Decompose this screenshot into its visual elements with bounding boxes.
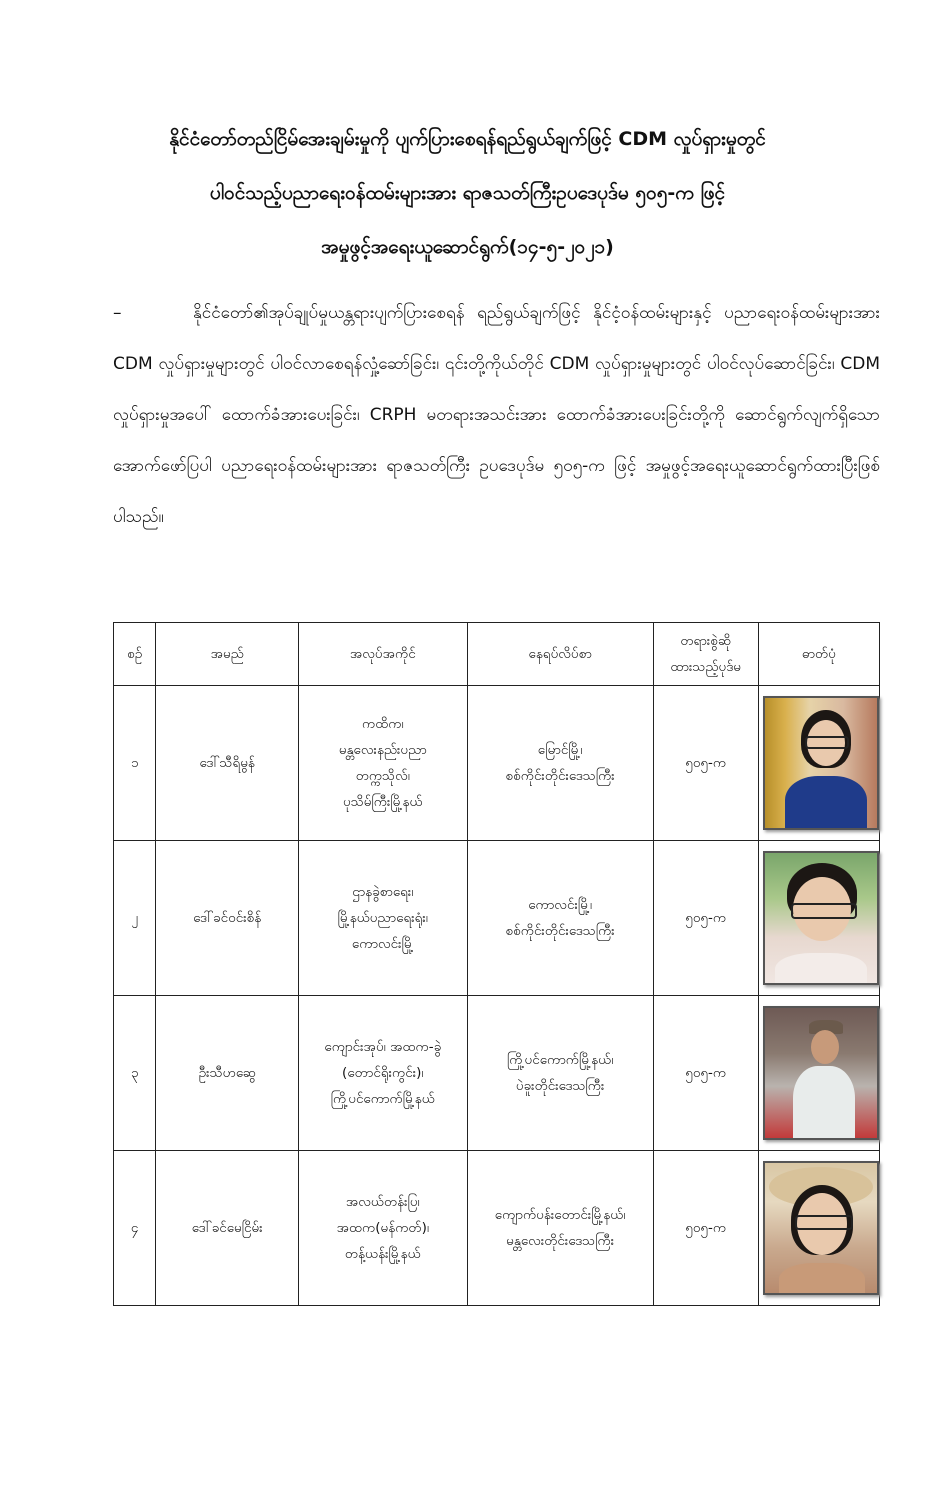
header-section (653, 623, 758, 686)
table-row (114, 841, 880, 996)
title-line-3: အမှုဖွင့်အရေးယူဆောင်ရွက်(၁၄-၅-၂ဝ၂၁) (321, 236, 614, 258)
row-job-line: ပုသိမ်ကြီးမြို့နယ် (343, 794, 423, 810)
row-job (298, 1151, 467, 1306)
row-name: ဦးသီဟဆွေ (156, 996, 298, 1151)
header-section-line-2: ထားသည့်ပုဒ်မ (670, 659, 741, 675)
row-address-line: ပဲခူးတိုင်းဒေသကြီး (515, 1078, 605, 1094)
row-address (467, 996, 653, 1151)
portrait-photo (763, 1161, 879, 1295)
row-photo-cell (758, 841, 879, 996)
row-address-line: ကြို့ပင်ကောက်မြို့နယ်၊ (506, 1052, 614, 1068)
portrait-photo (763, 851, 879, 985)
row-address-line: ကောလင်းမြို့၊ (528, 897, 593, 913)
row-section: ၅ဝ၅-က (653, 841, 758, 996)
row-no: ၄ (114, 1151, 156, 1306)
row-photo-cell (758, 686, 879, 841)
row-job-line: တက္ကသိုလ်၊ (355, 768, 410, 784)
header-job: အလုပ်အကိုင် (298, 623, 467, 686)
table-header-row (114, 623, 880, 686)
row-job (298, 686, 467, 841)
row-job-line: ကထိက၊ (361, 716, 404, 732)
header-section-line-1: တရားစွဲဆို (680, 633, 731, 649)
header-photo: ဓာတ်ပုံ (758, 623, 879, 686)
row-job-line: ကျောင်းအုပ်၊ အထက-ခွဲ (324, 1039, 442, 1055)
row-no: ၃ (114, 996, 156, 1151)
intro-dash: – (113, 303, 122, 323)
row-job-line: အလယ်တန်းပြ၊ (345, 1194, 420, 1210)
row-no: ၂ (114, 841, 156, 996)
row-section: ၅ဝ၅-က (653, 996, 758, 1151)
row-name: ဒေါ်သီရိမွန် (156, 686, 298, 841)
intro-text: နိုင်ငံတော်၏အုပ်ချုပ်မှုယန္တရားပျက်ပြားစေရန် ရည်ရွယ်ချက်ဖြင့် နိုင်ငံ့ဝန်ထမ်းများနှင့် ပညာရေးဝန်ထမ်းများအား CDM လှုပ်ရှားမှုများတွင် ပါဝင်လာစေရန်လှုံ့ဆော်ခြင်း၊ ၎င်းတို့ကိုယ်တိုင် CDM လှုပ်ရှားမှုများတွင် ပါဝင်လုပ်ဆောင်ခြင်း၊ CDM လှုပ်ရှားမှုအပေါ် ထောက်ခံအားပေးခြင်း၊ CRPH မတရားအသင်းအား ထောက်ခံအားပေးခြင်းတို့ကို ဆောင်ရွက်လျက်ရှိသော အောက်ဖော်ပြပါ ပညာရေးဝန်ထမ်းများအား ရာဇသတ်ကြီး ဥပဒေပုဒ်မ ၅ဝ၅-က ဖြင့် အမှုဖွင့်အရေးယူဆောင်ရွက်ထားပြီးဖြစ်ပါသည်။ (113, 303, 880, 527)
row-name: ဒေါ်ခင်ဝင်းစိန် (156, 841, 298, 996)
row-address-line: ကျောက်ပန်းတောင်းမြို့နယ်၊ (494, 1207, 626, 1223)
row-job-line: ဌာနခွဲစာရေး၊ (352, 884, 414, 900)
row-job-line: ကြို့ပင်ကောက်မြို့နယ် (330, 1091, 435, 1107)
row-job (298, 996, 467, 1151)
header-no: စဉ် (114, 623, 156, 686)
row-section: ၅ဝ၅-က (653, 1151, 758, 1306)
table-row (114, 686, 880, 841)
row-name: ဒေါ်ခင်မေငြိမ်း (156, 1151, 298, 1306)
header-address: နေရပ်လိပ်စာ (467, 623, 653, 686)
portrait-photo (763, 1006, 879, 1140)
row-no: ၁ (114, 686, 156, 841)
row-section: ၅ဝ၅-က (653, 686, 758, 841)
title-line-1: နိုင်ငံတော်တည်ငြိမ်အေးချမ်းမှုကို ပျက်ပြားစေရန်ရည်ရွယ်ချက်ဖြင့် CDM လှုပ်ရှားမှုတွင် (169, 128, 766, 150)
title-line-2: ပါဝင်သည့်ပညာရေးဝန်ထမ်းများအား ရာဇသတ်ကြီးဥပဒေပုဒ်မ ၅ဝ၅-က ဖြင့် (209, 182, 726, 204)
table-row (114, 996, 880, 1151)
row-job-line: တန့်ယန်းမြို့နယ် (344, 1246, 421, 1262)
row-address (467, 1151, 653, 1306)
row-address (467, 686, 653, 841)
accused-staff-table (113, 622, 880, 1306)
row-job-line: (တောင်ရိုးကွင်း)၊ (342, 1065, 424, 1081)
row-address (467, 841, 653, 996)
row-photo-cell (758, 1151, 879, 1306)
portrait-photo (763, 696, 879, 830)
row-address-line: စစ်ကိုင်းတိုင်းဒေသကြီး (505, 923, 615, 939)
header-name: အမည် (156, 623, 298, 686)
row-job (298, 841, 467, 996)
intro-paragraph (113, 288, 880, 543)
row-address-line: မြောင်မြို့၊ (537, 742, 583, 758)
document-title (60, 112, 875, 274)
row-job-line: မြို့နယ်ပညာရေးရုံး၊ (337, 910, 428, 926)
row-job-line: ကောလင်းမြို့ (351, 936, 414, 952)
table-row (114, 1151, 880, 1306)
row-job-line: အထက(မန်ကတ်)၊ (336, 1220, 429, 1236)
row-photo-cell (758, 996, 879, 1151)
row-address-line: စစ်ကိုင်းတိုင်းဒေသကြီး (505, 768, 615, 784)
row-address-line: မန္တလေးတိုင်းဒေသကြီး (506, 1233, 615, 1249)
row-job-line: မန္တလေးနည်းပညာ (338, 742, 427, 758)
